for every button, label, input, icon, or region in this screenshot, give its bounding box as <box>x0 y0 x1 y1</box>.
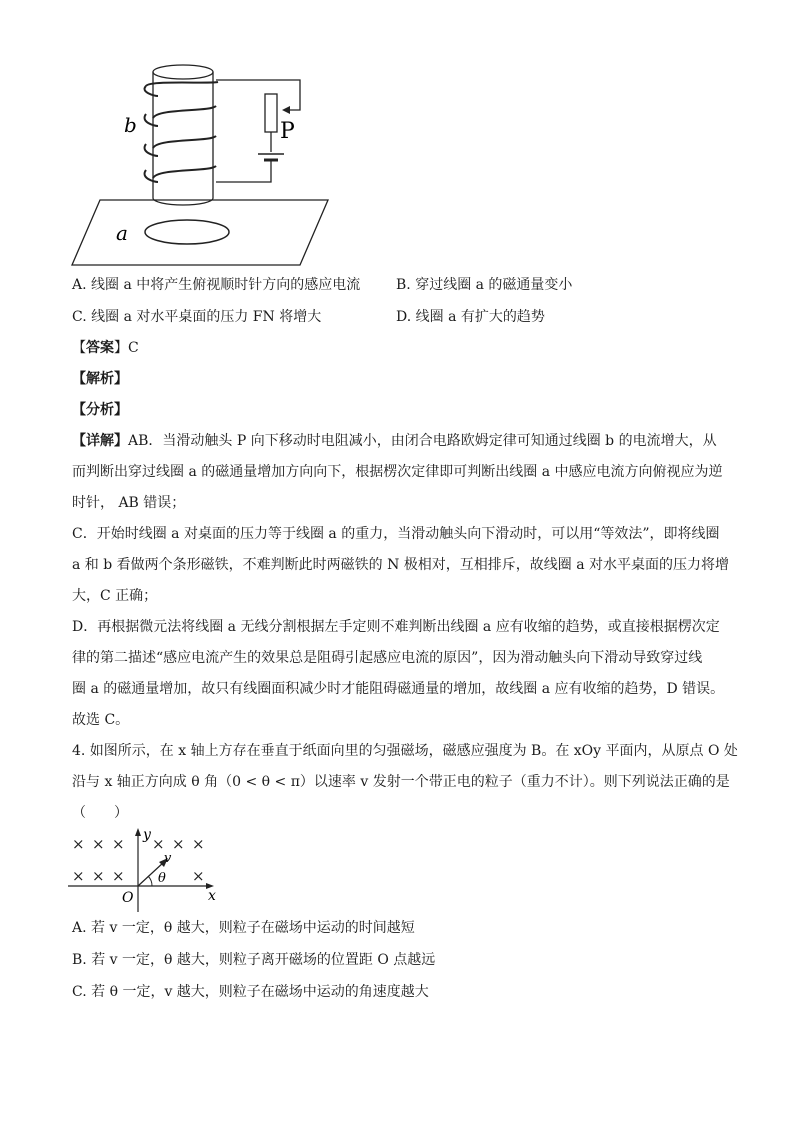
cross-mark: × <box>172 835 185 853</box>
coil-a <box>145 220 229 244</box>
cross-mark: × <box>192 867 205 885</box>
origin-label: O <box>122 890 134 906</box>
detail-c-1: C．开始时线圈 a 对桌面的压力等于线圈 a 的重力，当滑动触头向下滑动时，可以用“等效法”，即将线圈 <box>72 526 720 542</box>
detail-d-3: 圈 a 的磁通量增加，故只有线圈面积减少时才能阻碍磁通量的增加，故线圈 a 应有收缩的趋势，D 错误。 <box>72 681 725 697</box>
cross-mark: × <box>192 835 205 853</box>
detail-d-2: 律的第二描述“感应电流产生的效果总是阻碍引起感应电流的原因”，因为滑动触头向下滑动导致穿过线 <box>72 650 703 666</box>
detail-conclusion: 故选 C。 <box>72 712 130 728</box>
wire-top <box>216 80 300 110</box>
cross-mark: × <box>72 867 85 885</box>
slider-arrow <box>282 106 290 114</box>
y-label: y <box>143 827 151 843</box>
q4-option-a: A. 若 v 一定，θ 越大，则粒子在磁场中运动的时间越短 <box>72 920 415 936</box>
cross-mark: × <box>152 835 165 853</box>
detail-c-2: a 和 b 看做两个条形磁铁，不难判断此时两磁铁的 N 极相对，互相排斥，故线圈 a 对水平桌面的压力将增 <box>72 557 730 573</box>
detail-ab-2: 而判断出穿过线圈 a 的磁通量增加方向向下，根据楞次定律即可判断出线圈 a 中感应电流方向俯视应为逆 <box>72 464 723 480</box>
theta-label: θ <box>158 871 166 886</box>
cross-mark: × <box>92 835 105 853</box>
q4-option-b: B. 若 v 一定，θ 越大，则粒子离开磁场的位置距 O 点越远 <box>72 952 436 968</box>
q4-option-c: C. 若 θ 一定，v 越大，则粒子在磁场中运动的角速度越大 <box>72 984 429 1000</box>
detail-tag: 【详解】 <box>72 433 128 449</box>
cross-mark: × <box>92 867 105 885</box>
label-b: b <box>124 113 137 137</box>
detail-line-1 <box>72 431 717 451</box>
cross-mark: × <box>112 835 125 853</box>
analysis-tag: 【解析】 <box>72 371 128 387</box>
theta-arc <box>148 876 152 886</box>
answer-label: 答案 <box>86 340 114 356</box>
wire-bottom <box>216 160 271 182</box>
analysis-sub-tag: 【分析】 <box>72 402 128 418</box>
q4-stem-2: 沿与 x 轴正方向成 θ 角（0 < θ < π）以速率 v 发射一个带正电的粒子（重力不计）。则下列说法正确的是 <box>72 774 730 790</box>
q3-option-d: D. 线圈 a 有扩大的趋势 <box>396 309 545 325</box>
q4-stem-3: （ ） <box>72 805 128 821</box>
solenoid-b <box>145 65 218 205</box>
answer-value: C <box>128 340 139 356</box>
q3-option-a: A. 线圈 a 中将产生俯视顺时针方向的感应电流 <box>72 277 361 293</box>
table-plane <box>72 200 328 265</box>
detail-ab-3: 时针， AB 错误； <box>72 495 186 511</box>
v-label: v <box>164 851 172 866</box>
y-axis-arrow <box>135 828 141 836</box>
q4-stem-1: 4. 如图所示，在 x 轴上方存在垂直于纸面向里的匀强磁场，磁感应强度为 B。在 xOy 平面内，从原点 O 处 <box>72 743 738 759</box>
rheostat-p <box>265 94 277 132</box>
q3-option-b: B. 穿过线圈 a 的磁通量变小 <box>396 277 573 293</box>
x-label: x <box>208 888 216 904</box>
q3-option-c: C. 线圈 a 对水平桌面的压力 FN 将增大 <box>72 309 322 325</box>
label-p: P <box>280 119 295 144</box>
solenoid-coil-figure <box>70 60 330 270</box>
detail-c-3: 大，C 正确； <box>72 588 158 604</box>
cross-mark: × <box>112 867 125 885</box>
answer-close: 】 <box>114 340 128 356</box>
answer-line <box>72 338 139 358</box>
detail-ab-1: AB．当滑动触头 P 向下移动时电阻减小，由闭合电路欧姆定律可知通过线圈 b 的电流增大，从 <box>128 433 717 449</box>
cross-mark: × <box>72 835 85 853</box>
detail-d-1: D．再根据微元法将线圈 a 无线分割根据左手定则不难判断出线圈 a 应有收缩的趋势，或直接根据楞次定 <box>72 619 720 635</box>
label-a: a <box>116 221 128 245</box>
magnetic-field-figure <box>68 826 228 916</box>
answer-open: 【 <box>72 340 86 356</box>
